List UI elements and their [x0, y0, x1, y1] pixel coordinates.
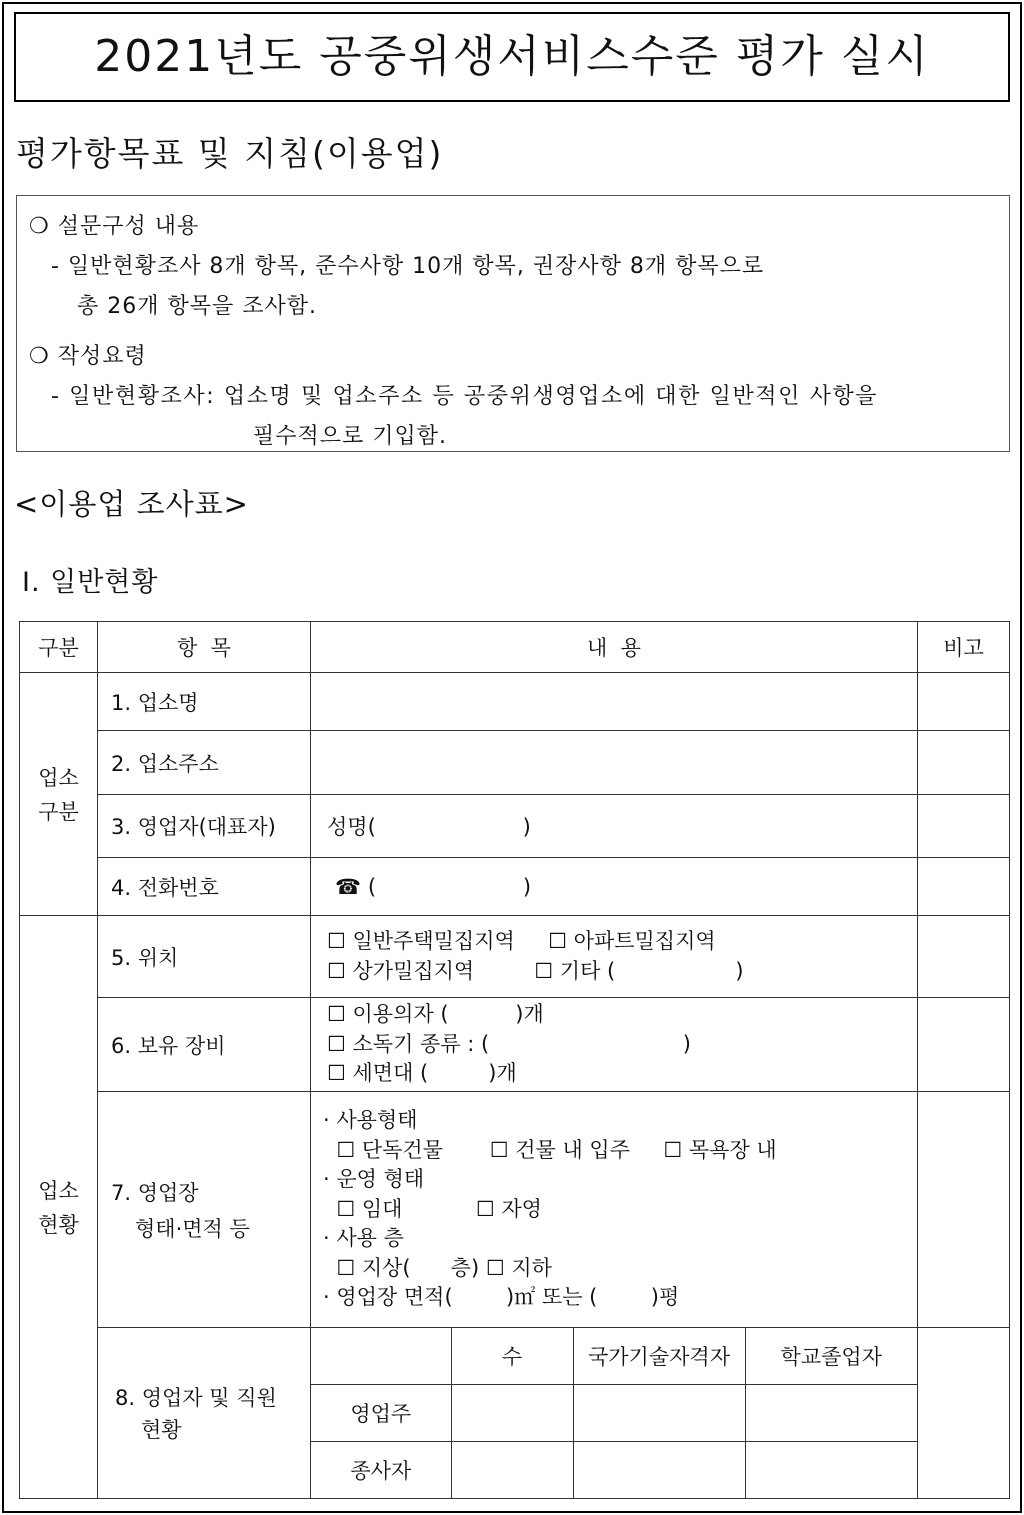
item-staff-line2: 현황	[141, 1418, 182, 1442]
owner-graduate-field[interactable]	[745, 1384, 917, 1441]
note-cell[interactable]	[918, 916, 1010, 998]
note-cell[interactable]	[918, 731, 1010, 795]
item-premises-line2: 형태·면적 등	[135, 1216, 250, 1241]
business-address-field[interactable]	[311, 731, 918, 795]
document-title: 2021년도 공중위생서비스수준 평가 실시	[14, 12, 1010, 102]
subtitle: 평가항목표 및 지침(이용업)	[16, 134, 444, 173]
location-option-line[interactable]: ☐ 일반주택밀집지역 ☐ 아파트밀집지역	[327, 929, 716, 953]
staff-corner-cell	[311, 1328, 451, 1384]
note-cell[interactable]	[918, 795, 1010, 858]
item-premises	[98, 1092, 311, 1328]
notice-line-composition-detail: - 일반현황조사 8개 항목, 준수사항 10개 항목, 권장사항 8개 항목으로	[51, 254, 765, 279]
table-row	[20, 858, 1010, 916]
header-note: 비고	[918, 622, 1010, 673]
owner-certified-field[interactable]	[573, 1384, 745, 1441]
group-business-category	[20, 673, 98, 916]
staff-subtable-cell	[311, 1328, 918, 1499]
group-label-line2: 구분	[38, 800, 79, 824]
staff-col-certified: 국가기술자격자	[573, 1328, 745, 1384]
item-equipment: 6. 보유 장비	[98, 998, 311, 1092]
item-staff-line1: 8. 영업자 및 직원	[115, 1386, 277, 1410]
table-row	[20, 1328, 1010, 1499]
note-cell[interactable]	[918, 858, 1010, 916]
equipment-chairs[interactable]: ☐ 이용의자 ( )개	[327, 1002, 544, 1027]
group-business-status	[20, 916, 98, 1499]
operation-type-label: · 운영 형태	[323, 1167, 425, 1192]
equipment-options	[311, 998, 918, 1092]
equipment-sterilizer[interactable]: ☐ 소독기 종류 : ( )	[327, 1031, 692, 1056]
location-options	[311, 916, 918, 998]
equipment-washbasin[interactable]: ☐ 세면대 ( )개	[327, 1061, 517, 1086]
table-row	[311, 1328, 917, 1384]
staff-row-employee: 종사자	[311, 1442, 451, 1498]
header-content: 내 용	[311, 622, 918, 673]
area-field[interactable]: · 영업장 면적( )㎡ 또는 ( )평	[323, 1285, 680, 1310]
table-row	[20, 1092, 1010, 1328]
group-label-line1: 업소	[38, 1179, 79, 1203]
representative-name-field[interactable]: 성명( )	[311, 795, 918, 858]
location-option-line[interactable]: ☐ 상가밀집지역 ☐ 기타 ( )	[327, 958, 744, 983]
notice-line-guideline-required: 필수적으로 기입함.	[253, 424, 448, 449]
table-row	[20, 673, 1010, 731]
general-status-table	[19, 621, 1010, 1499]
staff-col-graduate: 학교졸업자	[745, 1328, 917, 1384]
table-row	[20, 731, 1010, 795]
note-cell[interactable]	[918, 998, 1010, 1092]
premises-options	[311, 1092, 918, 1328]
staff-row-owner: 영업주	[311, 1384, 451, 1441]
phone-field[interactable]: ☎ ( )	[311, 858, 918, 916]
floor-options[interactable]: ☐ 지상( 층) ☐ 지하	[323, 1255, 552, 1280]
operation-type-options[interactable]: ☐ 임대 ☐ 자영	[323, 1196, 542, 1221]
section-title: <이용업 조사표>	[14, 487, 249, 521]
employee-certified-field[interactable]	[573, 1442, 745, 1498]
table-row	[311, 1442, 917, 1498]
usage-type-options[interactable]: ☐ 단독건물 ☐ 건물 내 입주 ☐ 목욕장 내	[323, 1137, 777, 1162]
staff-subtable	[311, 1328, 917, 1498]
employee-graduate-field[interactable]	[745, 1442, 917, 1498]
item-phone: 4. 전화번호	[98, 858, 311, 916]
notice-line-guideline-detail: - 일반현황조사: 업소명 및 업소주소 등 공중위생영업소에 대한 일반적인 사항을	[51, 384, 879, 409]
note-cell[interactable]	[918, 1092, 1010, 1328]
floor-label: · 사용 층	[323, 1226, 404, 1251]
item-business-address: 2. 업소주소	[98, 731, 311, 795]
table-row	[20, 916, 1010, 998]
note-cell[interactable]	[918, 1328, 1010, 1499]
header-item: 항 목	[98, 622, 311, 673]
notice-line-composition: ❍ 설문구성 내용	[29, 214, 200, 239]
table-row	[20, 998, 1010, 1092]
item-staff	[98, 1328, 311, 1499]
item-representative: 3. 영업자(대표자)	[98, 795, 311, 858]
group-label-line1: 업소	[38, 766, 79, 790]
item-business-name: 1. 업소명	[98, 673, 311, 731]
header-category: 구분	[20, 622, 98, 673]
usage-type-label: · 사용형태	[323, 1108, 418, 1133]
owner-count-field[interactable]	[451, 1384, 573, 1441]
part-title: Ⅰ. 일반현황	[22, 567, 159, 598]
table-row	[20, 795, 1010, 858]
table-header-row	[20, 622, 1010, 673]
note-cell[interactable]	[918, 673, 1010, 731]
notice-box	[16, 195, 1010, 452]
notice-line-guideline: ❍ 작성요령	[29, 344, 147, 369]
business-name-field[interactable]	[311, 673, 918, 731]
item-location: 5. 위치	[98, 916, 311, 998]
table-row	[311, 1384, 917, 1441]
staff-col-count: 수	[451, 1328, 573, 1384]
group-label-line2: 현황	[38, 1213, 79, 1237]
employee-count-field[interactable]	[451, 1442, 573, 1498]
notice-line-composition-total: 총 26개 항목을 조사함.	[77, 294, 317, 319]
item-premises-line1: 7. 영업장	[111, 1180, 199, 1205]
